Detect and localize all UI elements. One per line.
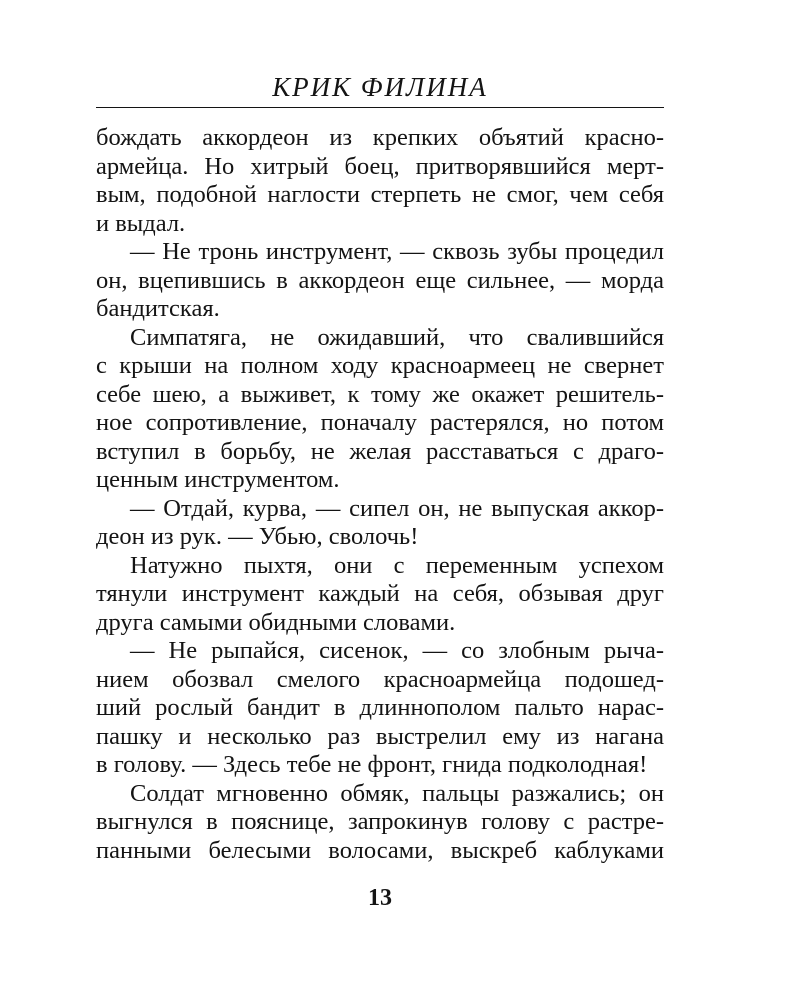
text-line: Солдат мгновенно обмяк, пальцы разжались; он xyxy=(130,779,664,807)
paragraph xyxy=(96,124,664,238)
paragraph xyxy=(96,780,664,866)
text-line: бандитская. xyxy=(96,295,220,322)
text-line: ший рослый бандит в длиннополом пальто нарас- xyxy=(96,694,664,721)
paragraph xyxy=(96,324,664,495)
text-line: с крыши на полном ходу красноармеец не свернет xyxy=(96,352,664,379)
text-line: ное сопротивление, поначалу растерялся, но потом xyxy=(96,409,664,436)
text-line: пашку и несколько раз выстрелил ему из нагана xyxy=(96,722,664,750)
text-line: — Отдай, курва, — сипел он, не выпуская аккор- xyxy=(130,494,664,522)
text-line: ценным инструментом. xyxy=(96,466,340,493)
page-number: 13 xyxy=(368,885,392,911)
text-line: себе шею, а выживет, к тому же окажет решитель- xyxy=(96,380,664,408)
paragraph xyxy=(96,637,664,780)
text-line: армейца. Но хитрый боец, притворявшийся мерт- xyxy=(96,152,664,180)
text-line: Симпатяга, не ожидавший, что свалившийся xyxy=(130,323,664,351)
body-text xyxy=(96,124,664,865)
text-line: бождать аккордеон из крепких объятий красно- xyxy=(96,124,664,151)
text-line: и выдал. xyxy=(96,209,186,237)
paragraph xyxy=(96,238,664,324)
text-line: деон из рук. — Убью, сволочь! xyxy=(96,523,419,550)
text-line: панными белесыми волосами, выскреб каблуками xyxy=(96,836,664,864)
text-line: выгнулся в пояснице, запрокинув голову с растре- xyxy=(96,808,664,835)
text-line: — Не тронь инструмент, — сквозь зубы процедил xyxy=(130,238,664,265)
paragraph xyxy=(96,552,664,638)
text-line: в голову. — Здесь тебе не фронт, гнида подколодная! xyxy=(96,751,648,778)
text-line: — Не рыпайся, сисенок, — со злобным рыча- xyxy=(130,637,664,664)
text-line: тянули инструмент каждый на себя, обзывая друг xyxy=(96,580,664,607)
text-line: он, вцепившись в аккордеон еще сильнее, — морда xyxy=(96,266,664,294)
text-line: друга самыми обидными словами. xyxy=(96,608,456,636)
running-head: КРИК ФИЛИНА xyxy=(272,72,488,102)
text-line: вым, подобной наглости стерпеть не смог, чем себя xyxy=(96,181,664,208)
text-line: вступил в борьбу, не желая расставаться с драго- xyxy=(96,437,664,465)
text-line: нием обозвал смелого красноармейца подошед- xyxy=(96,665,664,693)
header-rule xyxy=(96,107,664,108)
paragraph xyxy=(96,495,664,552)
text-line: Натужно пыхтя, они с переменным успехом xyxy=(130,551,664,579)
